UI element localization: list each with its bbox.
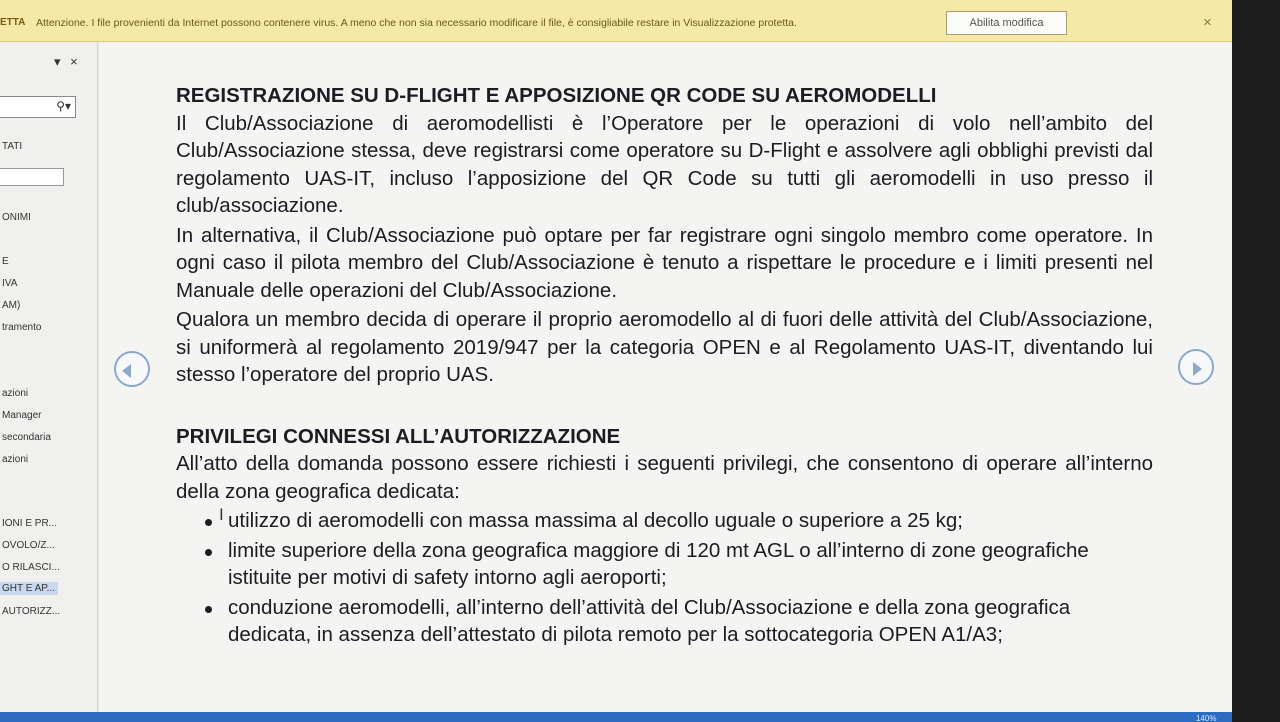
nav-item[interactable]: ONIMI — [2, 212, 31, 223]
navigation-pane — [0, 42, 98, 712]
protected-view-bar — [0, 0, 1232, 42]
paragraph: All’atto della domanda possono essere richiesti i seguenti privilegi, che consentono di operare all’interno della zona geografica dedicata: — [176, 452, 1153, 503]
close-icon[interactable]: × — [1203, 14, 1212, 31]
paragraph: In alternativa, il Club/Associazione può optare per far registrare ogni singolo membro come operatore. In ogni caso il pilota membro del Club/Associazione è tenuto a rispettare le procedure e i limiti presenti nel Manuale delle operazioni del Club/Associazione. — [176, 223, 1153, 302]
protected-view-label: ETTA — [0, 17, 26, 28]
nav-item[interactable]: AUTORIZZ... — [2, 606, 61, 617]
nav-close-icon[interactable]: × — [70, 54, 78, 69]
next-page-icon[interactable] — [1178, 349, 1214, 385]
previous-page-icon[interactable] — [114, 351, 150, 387]
nav-item-selected[interactable]: GHT E AP... — [0, 582, 58, 595]
enable-editing-button[interactable]: Abilita modifica — [946, 11, 1067, 35]
nav-item[interactable]: IVA — [2, 278, 18, 289]
document-page — [99, 42, 1232, 712]
protected-view-message: Attenzione. I file provenienti da Internet possono contenere virus. A meno che non sia necessario modificare il file, è consigliabile restare in Visualizzazione protetta. — [36, 17, 797, 29]
search-input[interactable] — [0, 96, 76, 118]
nav-item[interactable]: tramento — [2, 322, 42, 333]
bullet-list — [176, 507, 1153, 649]
list-item: conduzione aeromodelli, all’interno dell’attività del Club/Associazione e della zona geografica dedicata, in assenza dell’attestato di pilota remoto per la sottocategoria OPEN A1/A3; — [176, 594, 1153, 649]
list-item: utilizzo di aeromodelli con massa massima al decollo uguale o superiore a 25 kg; — [176, 507, 1153, 535]
nav-item[interactable]: AM) — [2, 300, 21, 311]
text-cursor-icon: I — [219, 505, 224, 524]
nav-item[interactable]: azioni — [2, 388, 29, 399]
document-body — [176, 82, 1153, 651]
search-icon[interactable]: ⚲▾ — [56, 99, 71, 113]
nav-item[interactable]: E — [2, 256, 9, 267]
nav-item[interactable]: azioni — [2, 454, 29, 465]
window-edge — [1232, 0, 1280, 722]
status-bar — [0, 712, 1232, 722]
paragraph: Qualora un membro decida di operare il proprio aeromodello al di fuori delle attività del Club/Associazione, si uniformerà al regolamento 2019/947 per la categoria OPEN e al Regolamento UAS-IT, diventando lui stesso l’operatore del proprio UAS. — [176, 308, 1153, 386]
spacer — [176, 391, 1153, 423]
nav-item[interactable]: OVOLO/Z... — [2, 540, 55, 551]
chevron-down-icon[interactable]: ▾ — [54, 54, 61, 69]
nav-item[interactable]: O RILASCI... — [2, 562, 60, 573]
nav-filter-box[interactable] — [0, 168, 64, 186]
section-heading: PRIVILEGI CONNESSI ALL’AUTORIZZAZIONE — [176, 424, 621, 448]
paragraph: Il Club/Associazione di aeromodellisti è l’Operatore per le operazioni di volo nell’ambito del Club/Associazione stessa, deve registrarsi come operatore su D-Flight e assolvere agli obblighi previsti dal regolamento UAS-IT, incluso l’apposizione del QR Code su tutti gli aeromodelli in uso presso il club/associazione. — [176, 111, 1153, 217]
nav-pane-controls — [54, 54, 84, 70]
nav-item[interactable]: IONI E PR... — [2, 518, 58, 529]
zoom-level[interactable]: 140% — [1196, 714, 1217, 722]
nav-filter-label: TATI — [2, 141, 23, 152]
list-item: limite superiore della zona geografica maggiore di 120 mt AGL o all’interno di zone geografiche istituite per motivi di safety intorno agli aeroporti; — [176, 537, 1153, 592]
nav-item[interactable]: Manager — [2, 410, 42, 421]
section-heading: REGISTRAZIONE SU D-FLIGHT E APPOSIZIONE QR CODE SU AEROMODELLI — [176, 84, 937, 107]
nav-item[interactable]: secondaria — [2, 432, 51, 443]
